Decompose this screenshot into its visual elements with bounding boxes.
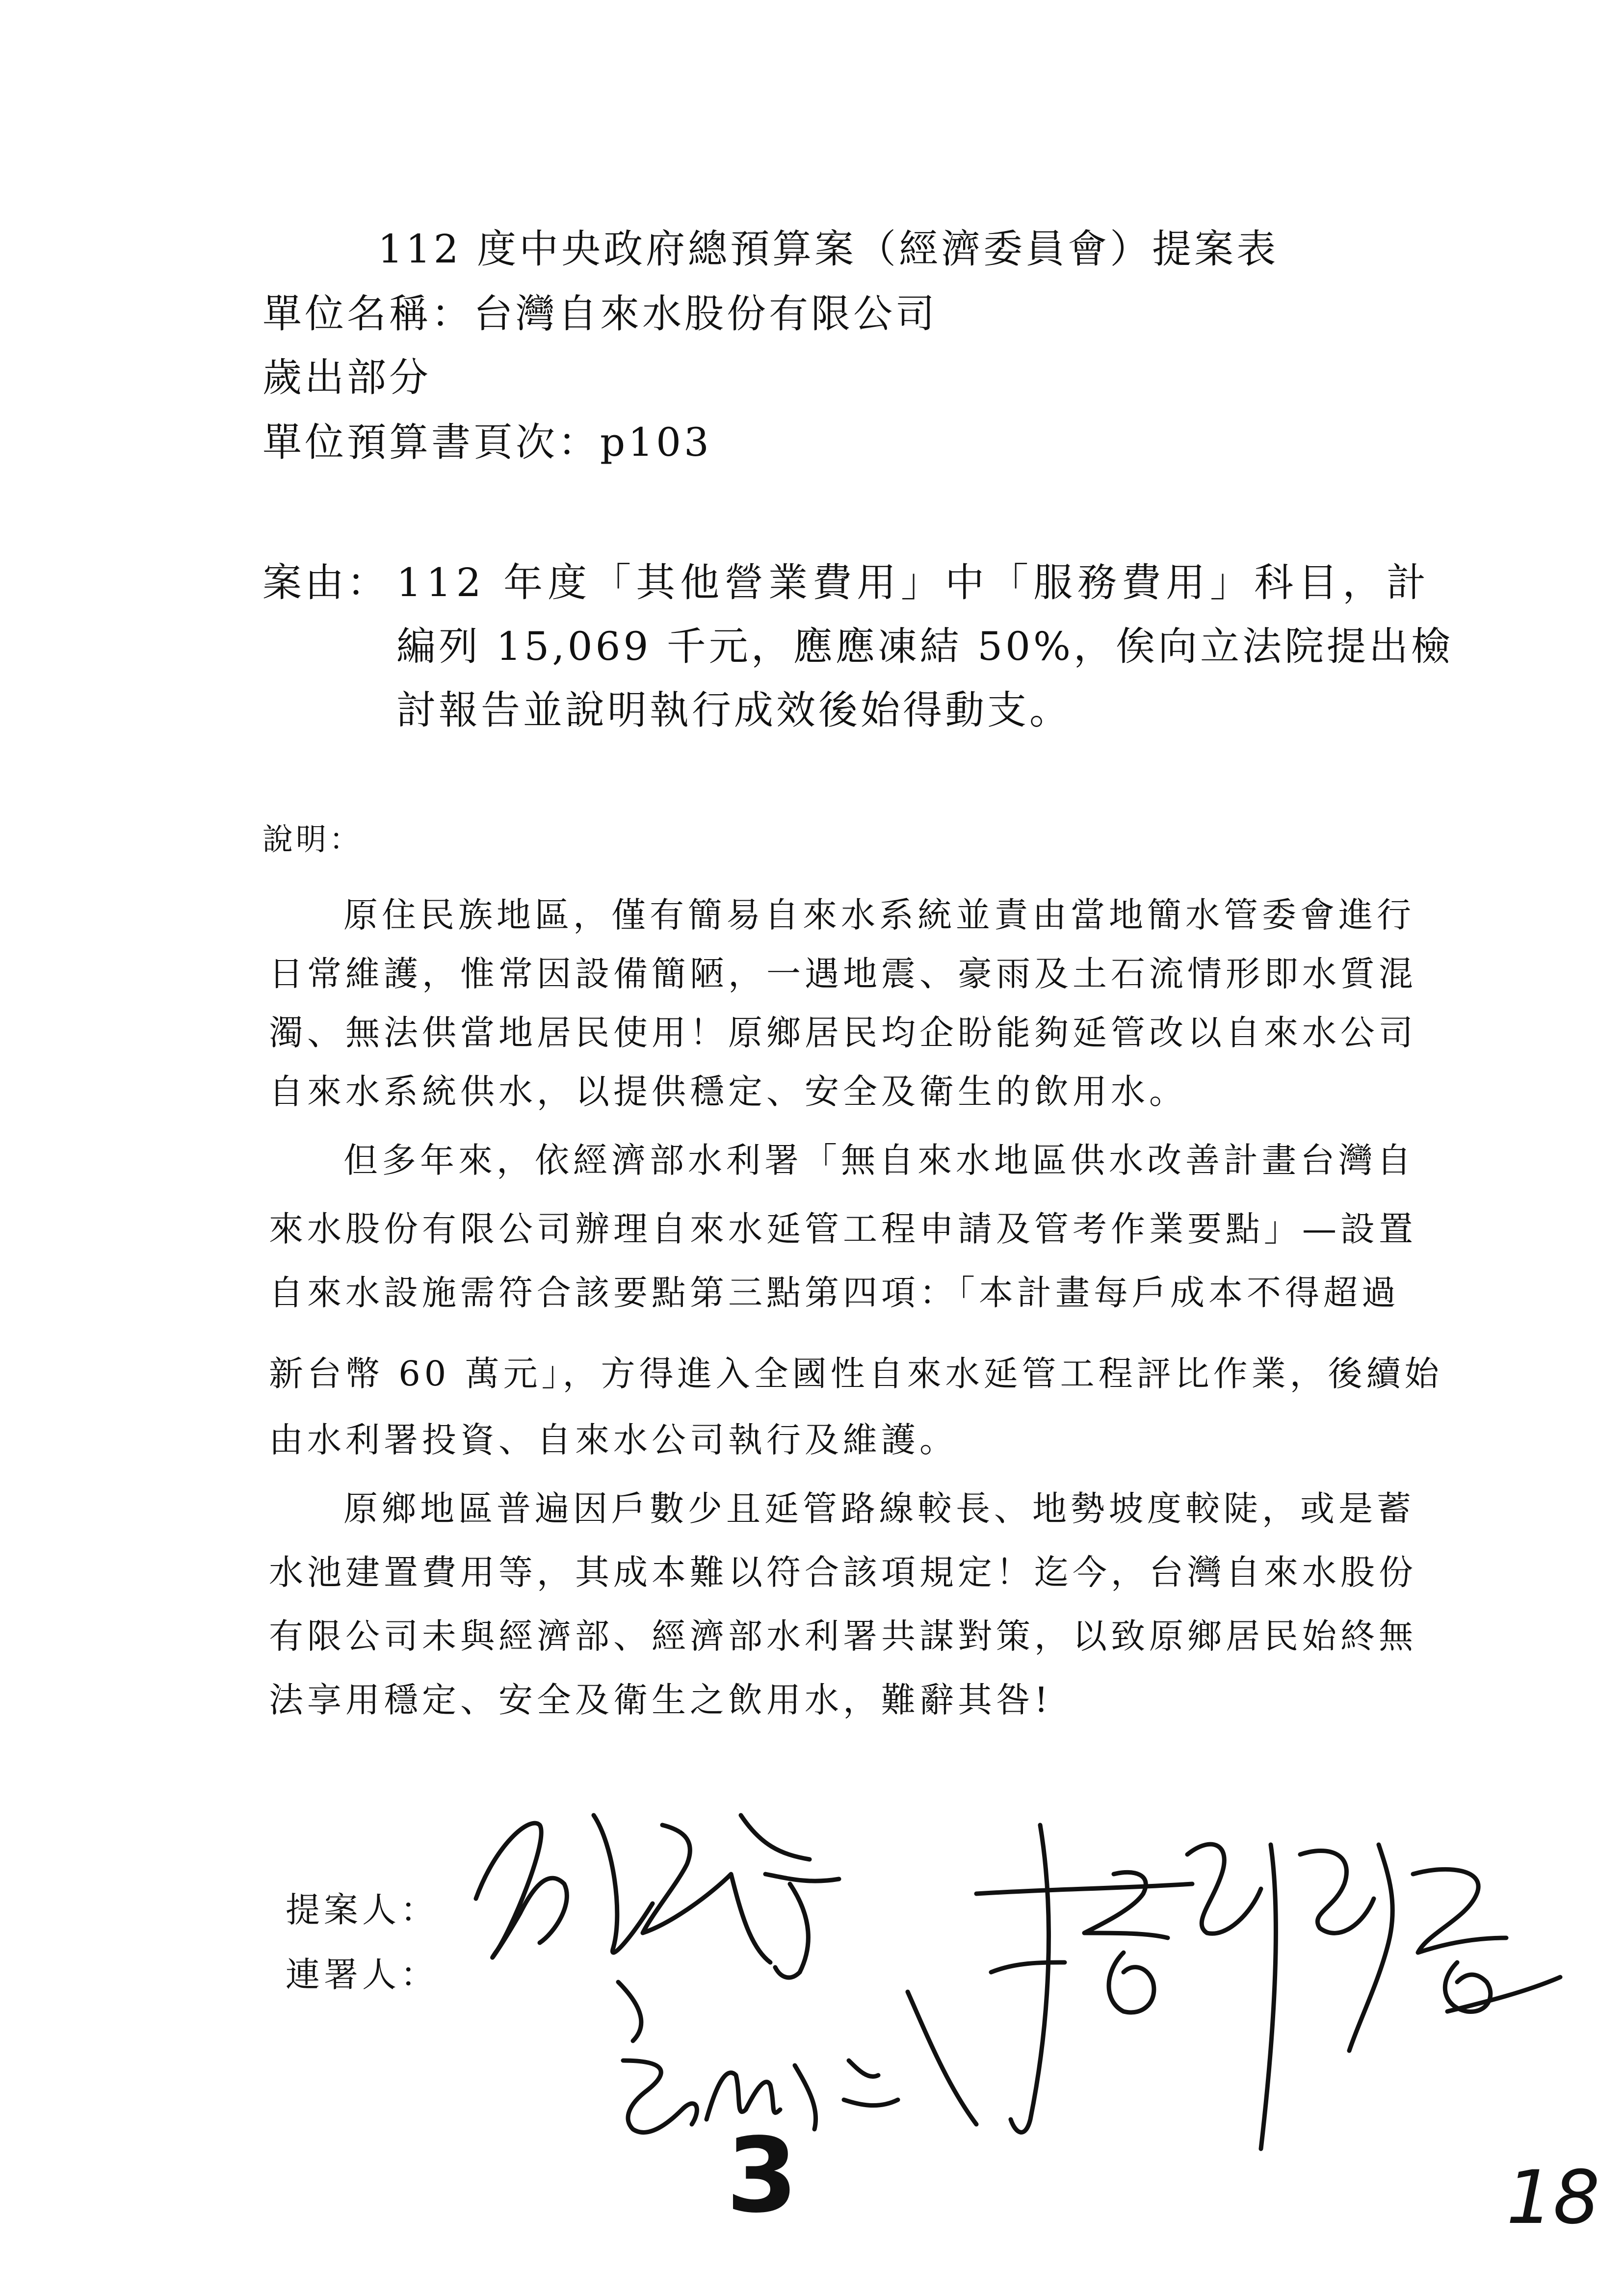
explanation-line: 原住民族地區，僅有簡易自來水系統並責由當地簡水管委會進行 [343, 895, 1415, 935]
explanation-label: 說明： [262, 821, 363, 857]
budget-page-ref: 單位預算書頁次：p103 [262, 419, 712, 465]
handwritten-page-mark: 18 [1506, 2155, 1600, 2241]
explanation-line: 原鄉地區普遍因戶數少且延管路線較長、地勢坡度較陡，或是蓄 [343, 1488, 1415, 1529]
explanation-line: 日常維護，惟常因設備簡陋，一遇地震、豪雨及土石流情形即水質混 [269, 954, 1417, 994]
explanation-line: 有限公司未與經濟部、經濟部水利署共謀對策，以致原鄉居民始終無 [269, 1616, 1417, 1656]
explanation-line: 由水利署投資、自來水公司執行及維護。 [269, 1420, 958, 1460]
cosigner-label: 連署人： [286, 1955, 439, 1995]
reason-line: 討報告並說明執行成效後始得動支。 [396, 687, 1072, 733]
explanation-line: 但多年來，依經濟部水利署「無自來水地區供水改善計畫台灣自 [343, 1140, 1415, 1180]
reason-line: 112 年度「其他營業費用」中「服務費用」科目，計 [396, 560, 1431, 605]
proposer-signature [466, 1786, 868, 1984]
explanation-line: 新台幣 60 萬元」，方得進入全國性自來水延管工程評比作業，後續始 [269, 1354, 1443, 1394]
unit-name: 單位名稱：台灣自來水股份有限公司 [262, 291, 938, 337]
cosigner-signature [603, 1962, 1006, 2170]
document-title: 112 度中央政府總預算案（經濟委員會）提案表 [378, 226, 1279, 272]
page-number: 3 [726, 2115, 798, 2236]
proposer-label: 提案人： [286, 1890, 439, 1930]
explanation-line: 法享用穩定、安全及衛生之飲用水，難辭其咎! [269, 1680, 1052, 1720]
reason-line: 編列 15,069 千元，應應凍結 50%，俟向立法院提出檢 [396, 624, 1454, 669]
explanation-line: 自來水系統供水，以提供穩定、安全及衛生的飲用水。 [269, 1071, 1187, 1112]
explanation-line: 濁、無法供當地居民使用！原鄉居民均企盼能夠延管改以自來水公司 [269, 1013, 1417, 1053]
explanation-line: 水池建置費用等，其成本難以符合該項規定！迄今，台灣自來水股份 [269, 1552, 1417, 1592]
cosigner-signature [957, 1815, 1570, 2170]
explanation-line: 自來水設施需符合該要點第三點第四項：「本計畫每戶成本不得超過 [269, 1273, 1400, 1313]
explanation-line: 來水股份有限公司辦理自來水延管工程申請及管考作業要點」—設置 [269, 1209, 1417, 1249]
reason-label: 案由： [262, 560, 389, 605]
budget-section: 歲出部分 [262, 355, 431, 400]
